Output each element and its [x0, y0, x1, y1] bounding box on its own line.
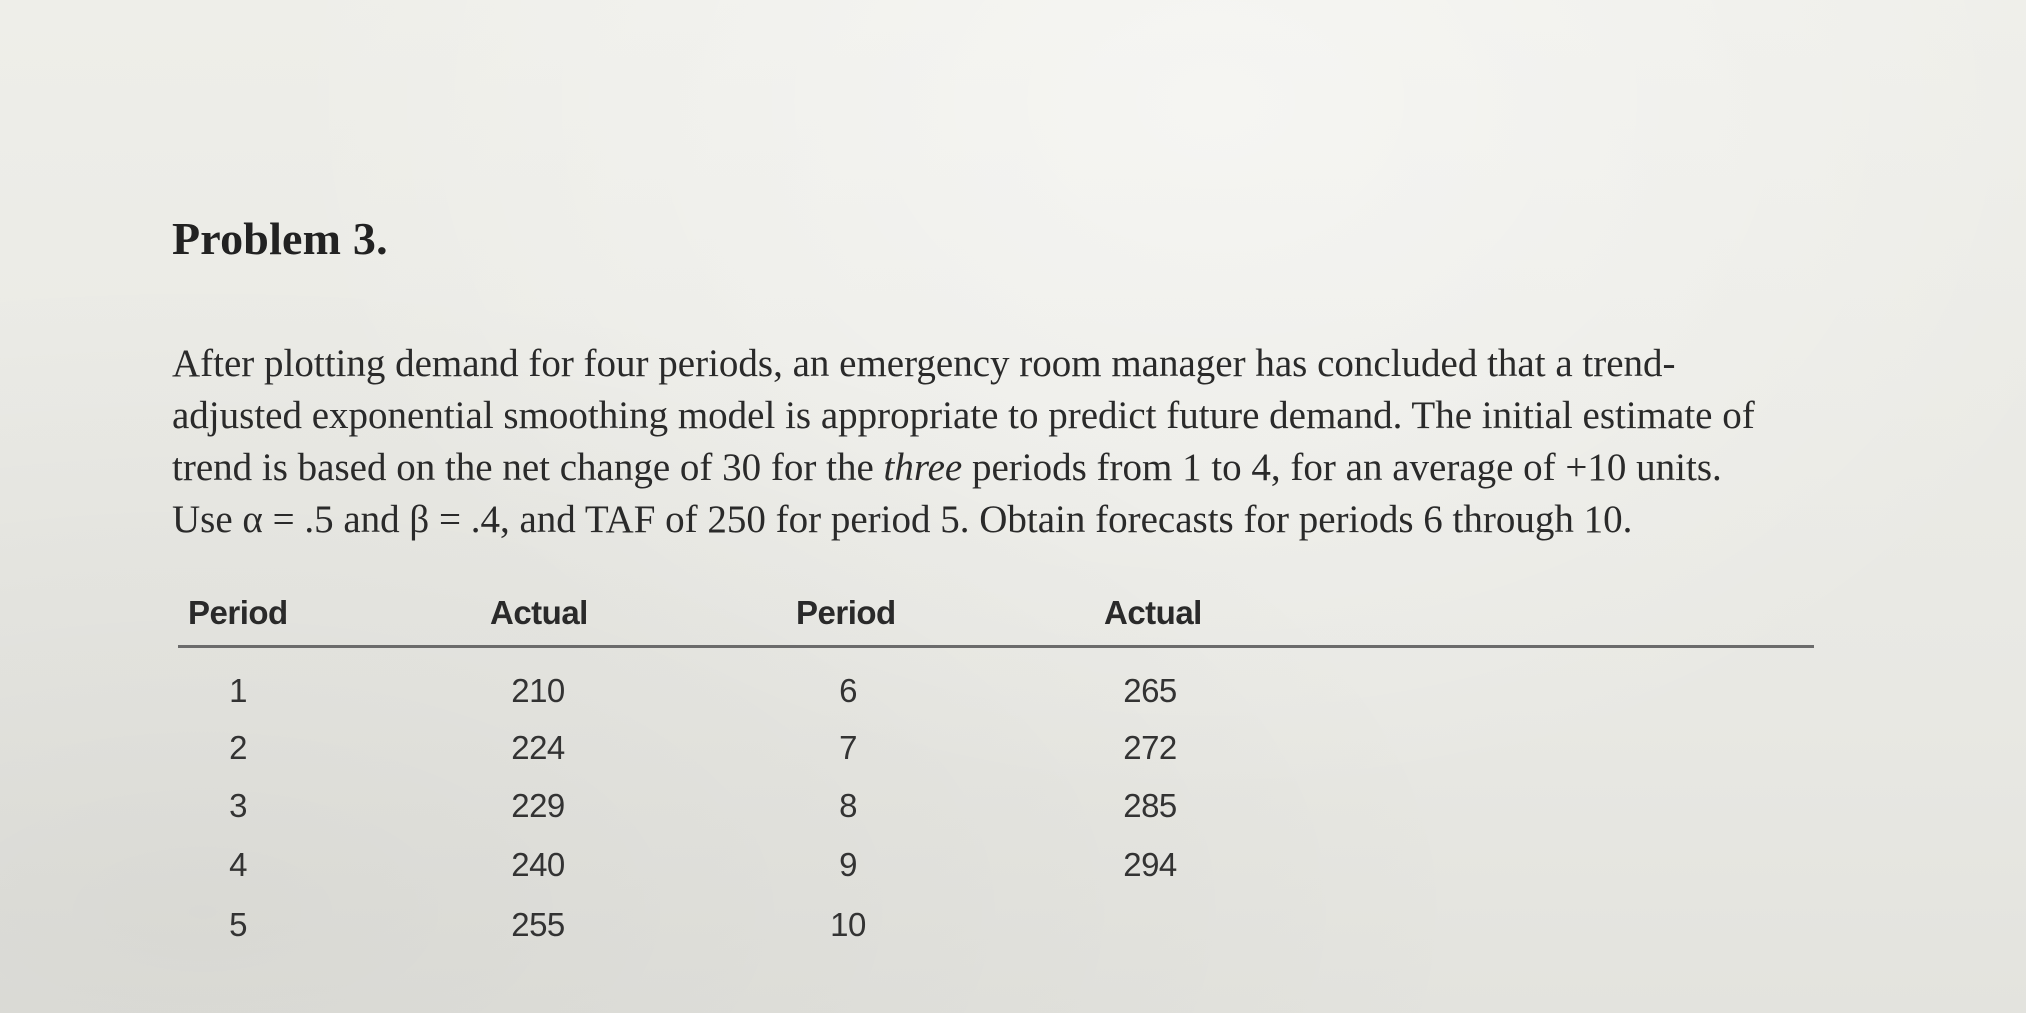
cell-actual-left: 240 [511, 846, 565, 883]
cell-period-right: 8 [839, 787, 857, 824]
cell-period-left: 3 [229, 787, 247, 824]
cell-actual-right: 285 [1123, 787, 1177, 824]
problem-line-3 [172, 442, 1912, 494]
problem-line-1: After plotting demand for four periods, an emergency room manager has concluded that a trend- [172, 342, 1676, 385]
cell-period-right: 6 [839, 672, 857, 709]
cell-period-right: 9 [839, 846, 857, 883]
cell-actual-left: 210 [511, 672, 565, 709]
cell-actual-left: 224 [511, 729, 565, 766]
cell-actual-right: 294 [1123, 846, 1177, 883]
cell-actual-right: 272 [1123, 729, 1177, 766]
cell-actual-left: 229 [511, 787, 565, 824]
header-actual-left: Actual [490, 594, 588, 631]
problem-statement [172, 338, 1912, 546]
cell-period-left: 4 [229, 846, 247, 883]
cell-actual-right: 265 [1123, 672, 1177, 709]
cell-period-right: 10 [830, 906, 866, 943]
header-period-right: Period [796, 594, 896, 631]
cell-period-right: 7 [839, 729, 857, 766]
cell-period-left: 5 [229, 906, 247, 943]
problem-line-4: Use α = .5 and β = .4, and TAF of 250 for period 5. Obtain forecasts for periods 6 through 10. [172, 498, 1633, 541]
header-period-left: Period [188, 594, 288, 631]
header-divider [178, 645, 1814, 648]
problem-line-3-emphasis: three [883, 446, 963, 489]
header-actual-right: Actual [1104, 594, 1202, 631]
cell-period-left: 1 [229, 672, 247, 709]
problem-line-3-pre: trend is based on the net change of 30 for the [172, 446, 884, 489]
problem-line-2: adjusted exponential smoothing model is appropriate to predict future demand. The initial estimate of [172, 394, 1755, 437]
problem-line-3-post: periods from 1 to 4, for an average of +10 units. [962, 446, 1722, 489]
cell-period-left: 2 [229, 729, 247, 766]
cell-actual-left: 255 [511, 906, 565, 943]
problem-title: Problem 3. [172, 213, 388, 264]
